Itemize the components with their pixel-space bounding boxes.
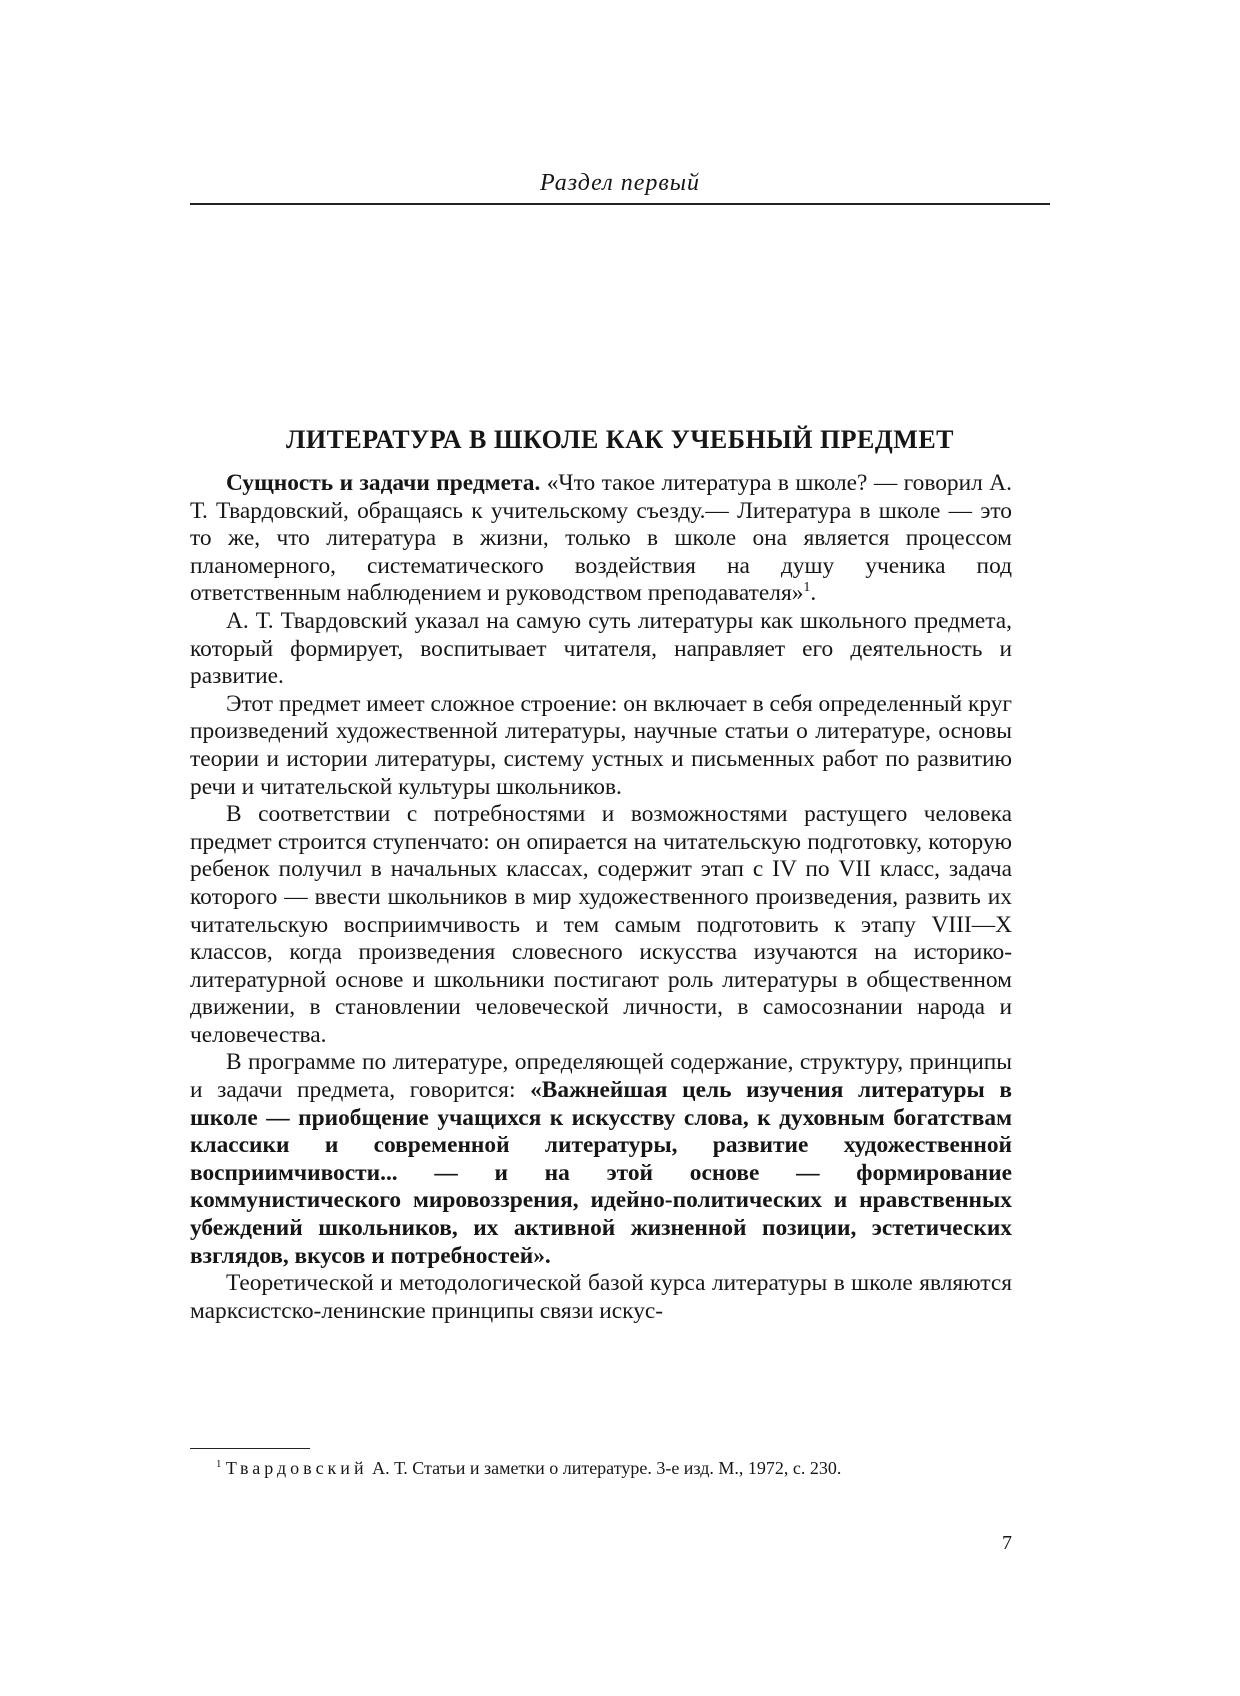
paragraph-lead: Сущность и задачи предмета.: [226, 470, 541, 496]
paragraph-3: Этот предмет имеет сложное строение: он включает в себя определенный круг произведений художественной литературы, научные статьи о литературе, основы теории и истории литературы, систему устных и письменных работ по развитию речи и читательской культуры школьников.: [190, 690, 1012, 800]
section-header: Раздел первый: [539, 170, 701, 196]
body-text: [190, 470, 1012, 1325]
paragraph-2: А. Т. Твардовский указал на самую суть литературы как школьного предмета, который формирует, воспитывает читателя, направляет его деятельность и развитие.: [190, 607, 1012, 690]
header-rule: [190, 203, 1050, 205]
footnote-author: Твардовский: [225, 1458, 368, 1478]
page-number: 7: [1002, 1532, 1012, 1554]
footnote-rule: [190, 1448, 310, 1449]
paragraph-5-intro: В программе по литературе, определяющей содержание, структуру, принципы и задачи предмета, говорится:: [190, 1049, 1012, 1104]
paragraph-5: [190, 1049, 1012, 1270]
paragraph-6: Теоретической и методологической базой курса литературы в школе являются марксистско-ленинские принципы связи искус-: [190, 1270, 1012, 1324]
paragraph-4: В соответствии с потребностями и возможностями растущего человека предмет строится ступенчато: он опирается на читательскую подготовку, которую ребенок получил в начальных классах, содержит этап с IV по VII класс, задача которого — ввести школьников в мир художественного произведения, развить их читательскую восприимчивость и тем самым подготовить к этапу VIII—X классов, когда произведения словесного искусства изучаются на историко-литературной основе и школьники постигают роль литературы в общественном движении, в становлении человеческой личности, в самосознании народа и человечества.: [190, 801, 1012, 1048]
footnote-mark: 1: [216, 1458, 222, 1470]
footnote: [190, 1456, 1012, 1480]
paragraph-1-text: «Что такое литература в школе? — говорил А. Т. Твардовский, обращаясь к учительскому съезду.— Литература в школе — это то же, что литература в жизни, только в школе она является процессом планомерного, систематического воздействия на душу ученика под ответственным наблюдением и руководством преподавателя»: [190, 470, 1012, 607]
footnote-text: А. Т. Статьи и заметки о литературе. 3-е изд. М., 1972, с. 230.: [367, 1458, 842, 1478]
chapter-title: ЛИТЕРАТУРА В ШКОЛЕ КАК УЧЕБНЫЙ ПРЕДМЕТ: [285, 425, 955, 454]
program-quote: «Важнейшая цель изучения литературы в школе — приобщение учащихся к искусству слова, к духовным богатствам классики и современной литературы, развитие художественной восприимчивости... — и на этой основе — формирование коммунистического мировоззрения, идейно-политических и нравственных убеждений школьников, их активной жизненной позиции, эстетических взглядов, вкусов и потребностей».: [190, 1077, 1012, 1269]
footnote-reference: 1: [803, 579, 811, 596]
paragraph-1: [190, 470, 1012, 608]
paragraph-1-end: .: [810, 580, 817, 607]
